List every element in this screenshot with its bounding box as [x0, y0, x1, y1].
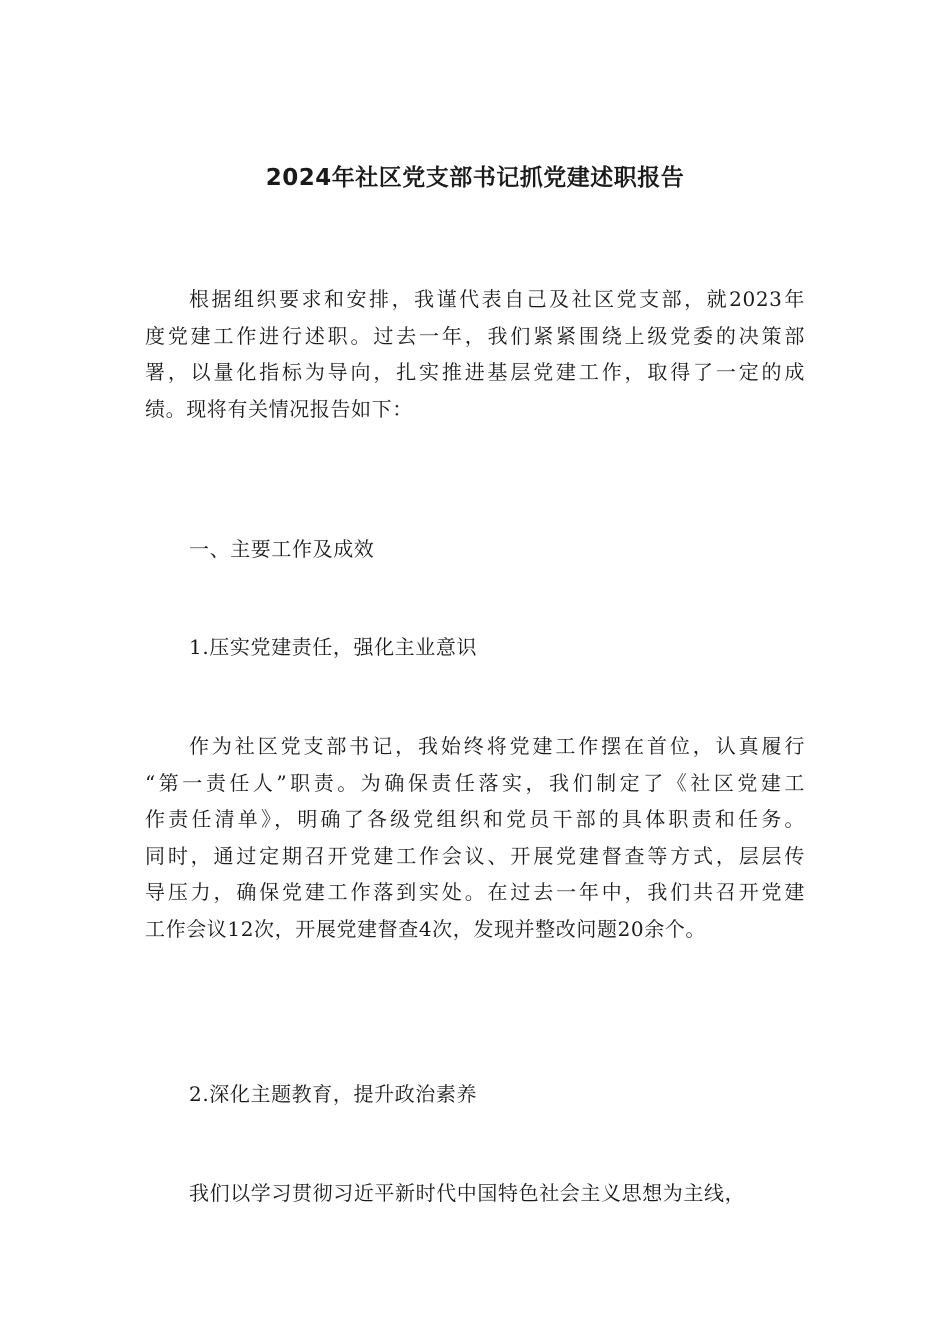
item-heading-1: 1.压实党建责任，强化主业意识	[189, 635, 478, 659]
intro-paragraph	[145, 281, 805, 427]
intro-line-2: 度党建工作进行述职。过去一年，我们紧紧围绕上级党委的决策部	[145, 323, 805, 348]
intro-line-3: 署，以量化指标为导向，扎实推进基层党建工作，取得了一定的成	[145, 360, 805, 384]
item-1-line-3: 作责任清单》，明确了各级党组织和党员干部的具体职责和任务。	[145, 807, 805, 831]
item-1-line-4: 同时，通过定期召开党建工作会议、开展党建督查等方式，层层传	[145, 843, 805, 868]
item-heading-2: 2.深化主题教育，提升政治素养	[189, 1082, 478, 1106]
item-1-line-2: “第一责任人”职责。为确保责任落实，我们制定了《社区党建工	[145, 770, 805, 795]
item-1-paragraph	[145, 728, 805, 947]
document-title: 2024年社区党支部书记抓党建述职报告	[265, 165, 685, 191]
item-2-line-1: 我们以学习贯彻习近平新时代中国特色社会主义思想为主线，	[189, 1181, 746, 1205]
item-1-line-6: 工作会议12次，开展党建督查4次，发现并整改问题20余个。	[145, 916, 707, 941]
item-2-paragraph	[145, 1175, 805, 1212]
section-heading-main-work: 一、主要工作及成效	[189, 537, 375, 561]
intro-line-4: 绩。现将有关情况报告如下：	[145, 396, 413, 421]
item-1-line-1: 作为社区党支部书记，我始终将党建工作摆在首位，认真履行	[189, 734, 805, 758]
intro-line-1: 根据组织要求和安排，我谨代表自己及社区党支部，就2023年	[189, 287, 805, 311]
item-1-line-5: 导压力，确保党建工作落到实处。在过去一年中，我们共召开党建	[145, 880, 805, 904]
